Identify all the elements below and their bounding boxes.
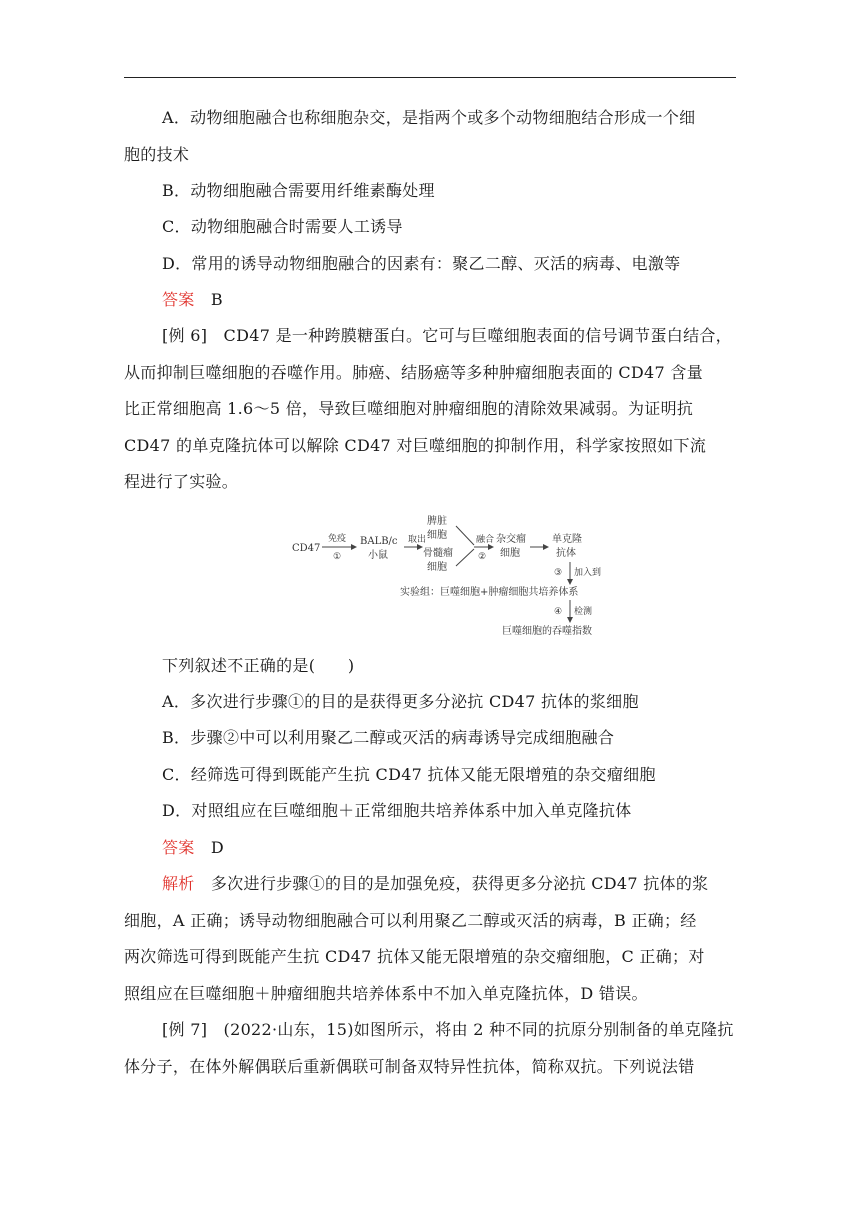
step1-label: ①: [333, 552, 342, 562]
question-stem: 下列叙述不正确的是( ): [162, 656, 355, 675]
cd47-label: CD47: [292, 543, 321, 554]
example6-line3: 比正常细胞高 1.6～5 倍，导致巨噬细胞对肿瘤细胞的清除效果减弱。为证明抗: [124, 399, 694, 418]
myeloma-label-2: 细胞: [427, 562, 447, 573]
option-a-line2: 胞的技术: [124, 145, 190, 164]
example6-line2: 从而抑制巨噬细胞的吞噬作用。肺癌、结肠癌等多种肿瘤细胞表面的 CD47 含量: [124, 363, 704, 382]
step2-label: ②: [478, 552, 487, 562]
immune-label: 免疫: [328, 534, 347, 544]
phagocytosis-index-label: 巨噬细胞的吞噬指数: [502, 626, 592, 637]
addto-label: 加入到: [574, 568, 602, 578]
option-a-line1: A．动物细胞融合也称细胞杂交，是指两个或多个动物细胞结合形成一个细: [162, 108, 696, 127]
analysis-line3: 两次筛选可得到既能产生抗 CD47 抗体又能无限增殖的杂交瘤细胞，C 正确；对: [124, 947, 705, 966]
answer-value: B: [210, 290, 223, 309]
q-option-c: C．经筛选可得到既能产生抗 CD47 抗体又能无限增殖的杂交瘤细胞: [162, 765, 656, 784]
answer-line: [162, 838, 224, 858]
mab-label-1: 单克隆: [552, 534, 582, 545]
step4-label: ④: [554, 607, 563, 617]
example6-line4: CD47 的单克隆抗体可以解除 CD47 对巨噬细胞的抑制作用，科学家按照如下流: [124, 436, 707, 455]
answer-label: 答案: [162, 290, 195, 309]
hybridoma-label-2: 细胞: [500, 548, 520, 559]
balbc-label: BALB/c: [360, 536, 398, 547]
analysis-text-1: 多次进行步骤①的目的是加强免疫，获得更多分泌抗 CD47 抗体的浆: [210, 874, 709, 893]
mab-label-2: 抗体: [556, 548, 576, 559]
myeloma-label-1: 骨髓瘤: [423, 548, 453, 559]
merge-line-bottom: [456, 549, 474, 566]
option-b: B．动物细胞融合需要用纤维素酶处理: [162, 181, 435, 200]
experiment-flow-diagram: [290, 512, 622, 642]
q-option-b: B．步骤②中可以利用聚乙二醇或灭活的病毒诱导完成细胞融合: [162, 728, 615, 747]
option-d: D．常用的诱导动物细胞融合的因素有：聚乙二醇、灭活的病毒、电激等: [162, 254, 681, 273]
option-c: C．动物细胞融合时需要人工诱导: [162, 217, 403, 236]
step3-label: ③: [554, 568, 563, 578]
takeout-label: 取出: [408, 535, 427, 545]
header-rule: [124, 77, 736, 78]
fuse-label: 融合: [476, 535, 495, 545]
q-option-d: D．对照组应在巨噬细胞＋正常细胞共培养体系中加入单克隆抗体: [162, 801, 632, 820]
spleen-label-1: 脾脏: [427, 516, 447, 527]
example7-line2: 体分子，在体外解偶联后重新偶联可制备双特异性抗体，简称双抗。下列说法错: [124, 1057, 695, 1076]
answer-value: D: [210, 838, 225, 857]
example7-line1: [例 7] (2022·山东，15)如图所示，将由 2 种不同的抗原分别制备的单克隆抗: [162, 1020, 734, 1039]
analysis-label: 解析: [162, 874, 195, 893]
spleen-label-2: 细胞: [427, 530, 447, 541]
example6-line1: [例 6] CD47 是一种跨膜糖蛋白。它可与巨噬细胞表面的信号调节蛋白结合，: [162, 326, 732, 345]
merge-line-top: [456, 526, 474, 545]
hybridoma-label-1: 杂交瘤: [496, 534, 526, 545]
analysis-line2: 细胞，A 正确；诱导动物细胞融合可以利用聚乙二醇或灭活的病毒，B 正确；经: [124, 911, 697, 930]
mouse-label: 小鼠: [368, 550, 388, 561]
detect-label: 检测: [574, 607, 593, 617]
analysis-line4: 照组应在巨噬细胞＋肿瘤细胞共培养体系中不加入单克隆抗体，D 错误。: [124, 984, 648, 1003]
example6-line5: 程进行了实验。: [124, 472, 239, 491]
q-option-a: A．多次进行步骤①的目的是获得更多分泌抗 CD47 抗体的浆细胞: [162, 692, 639, 711]
analysis-line1: [162, 874, 708, 894]
answer-line-prev: [162, 290, 223, 310]
answer-label: 答案: [162, 838, 195, 857]
experiment-group-label: 实验组：巨噬细胞+肿瘤细胞共培养体系: [400, 587, 579, 598]
